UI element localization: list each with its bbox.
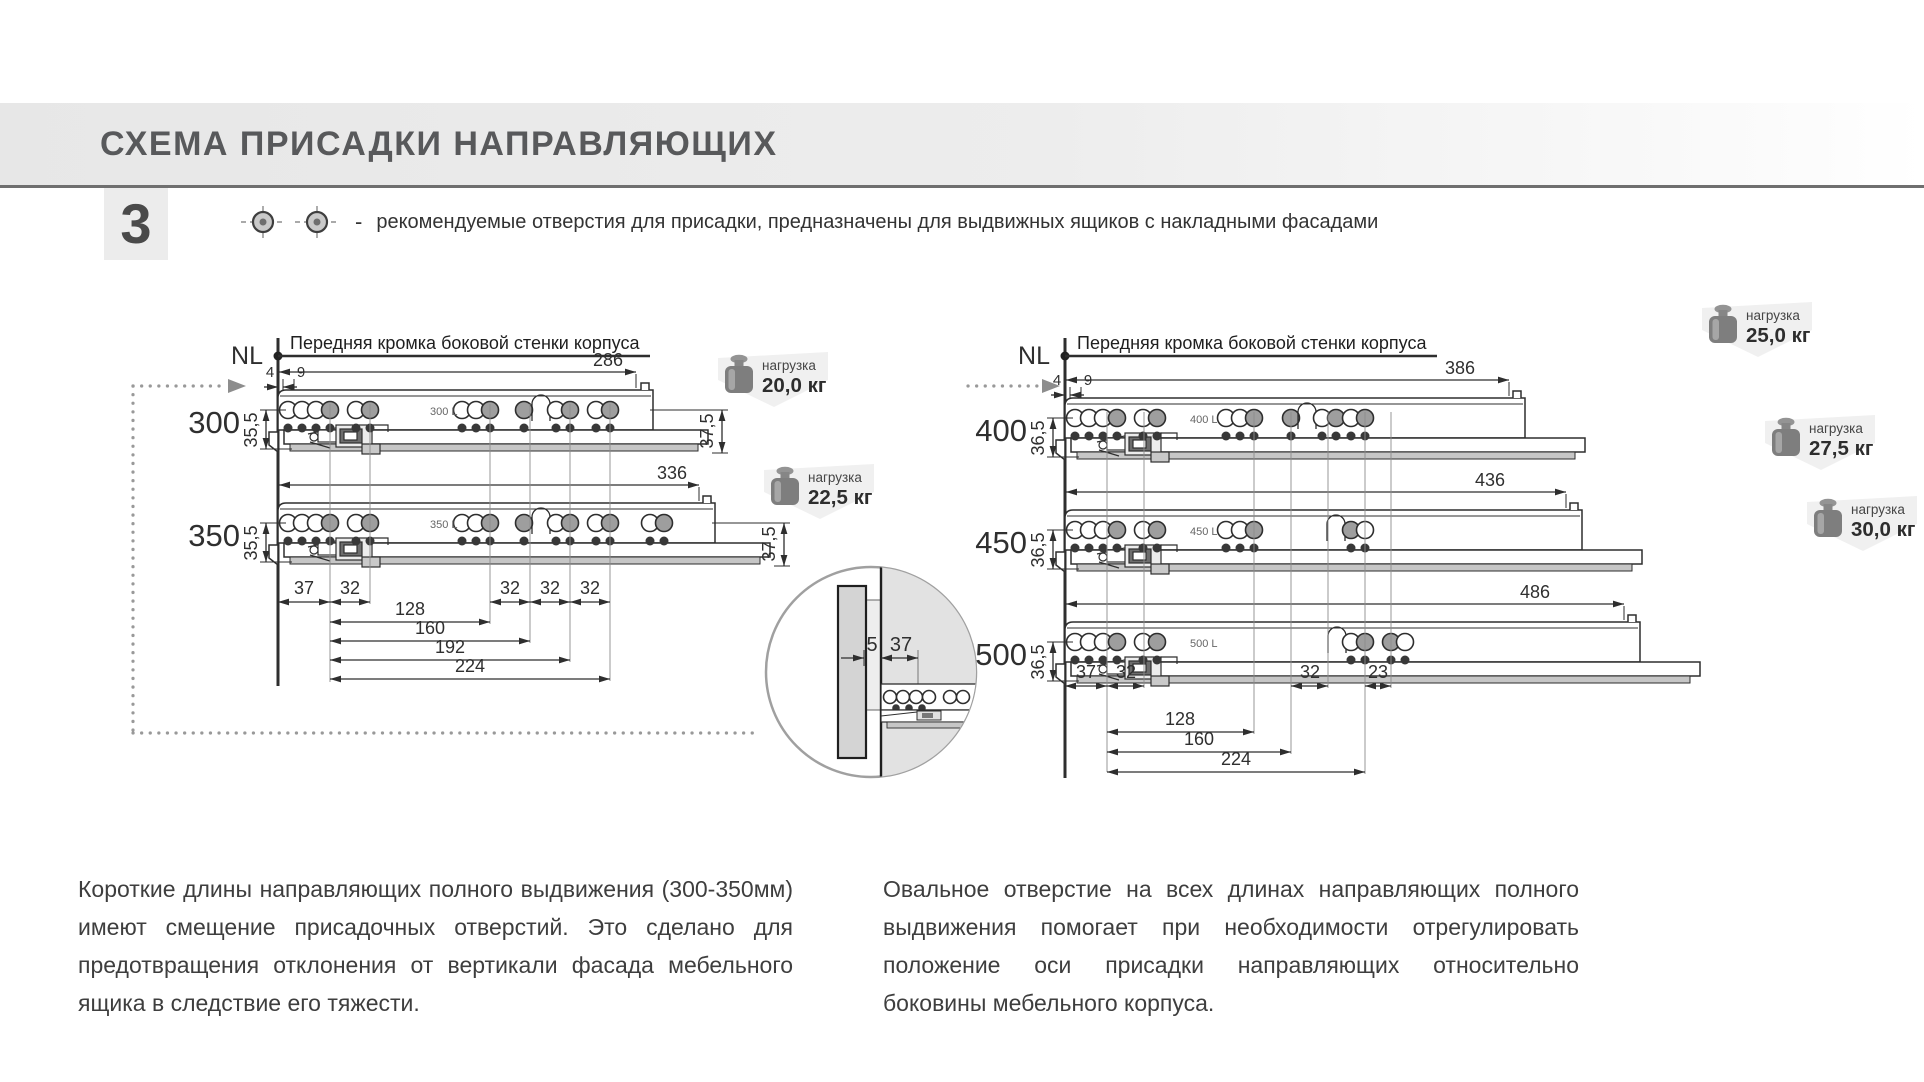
dim-386	[1066, 358, 1509, 396]
legend-dash: -	[355, 209, 363, 234]
dim-160: 160	[414, 618, 446, 638]
dim-128: 128	[1164, 709, 1196, 729]
dim-4: 4	[1052, 372, 1062, 389]
load-value: 30,0 кг	[1851, 518, 1916, 541]
load-caption: нагрузка	[1746, 308, 1800, 323]
load-caption: нагрузка	[1851, 502, 1905, 517]
nl-label: NL	[231, 342, 263, 370]
dim-4: 4	[265, 364, 275, 381]
load-value: 27,5 кг	[1809, 437, 1874, 460]
front-edge-label: Передняя кромка боковой стенки корпуса	[1077, 333, 1427, 353]
arrowhead-icon	[228, 379, 246, 393]
dim-9: 9	[1083, 372, 1093, 389]
load-caption: нагрузка	[1809, 421, 1863, 436]
row-length-label: 400	[975, 413, 1027, 448]
rail-label: 300 L	[430, 406, 458, 418]
svg-text:436: 436	[1474, 470, 1506, 490]
load-value: 20,0 кг	[762, 374, 827, 397]
dim-32: 32	[339, 578, 361, 598]
svg-text:386: 386	[1444, 358, 1476, 378]
front-edge-label: Передняя кромка боковой стенки корпуса	[290, 333, 640, 353]
dim-32: 32	[499, 578, 521, 598]
section-number-box	[104, 188, 168, 260]
left-diagram	[188, 333, 874, 686]
dim-224: 224	[1220, 749, 1252, 769]
row-length-label: 350	[188, 518, 240, 553]
rail-label: 500 L	[1190, 638, 1218, 650]
dim-436	[1066, 470, 1566, 508]
load-badge-22-5kg	[764, 464, 874, 519]
dim-37: 37	[889, 634, 913, 656]
load-caption: нагрузка	[808, 470, 862, 485]
legend	[225, 202, 1378, 242]
dim-32: 32	[579, 578, 601, 598]
load-badge-25kg	[1702, 302, 1812, 357]
dim-32: 32	[1299, 662, 1321, 682]
legend-text: рекомендуемые отверстия для присадки, предназначены для выдвижных ящиков с накладными фасадами	[376, 210, 1379, 233]
dim-486	[1066, 582, 1624, 620]
note-right: Овальное отверстие на всех длинах направляющих полного выдвижения помогает при необходимости отрегулировать положение оси присадки направляющих относительно боковины мебельного корпуса.	[883, 876, 1579, 1016]
slide-row-350	[188, 464, 874, 567]
svg-text:35,5: 35,5	[241, 525, 261, 561]
dim-32: 32	[1115, 662, 1137, 682]
svg-text:36,5: 36,5	[1028, 644, 1048, 680]
dim-224: 224	[454, 656, 486, 676]
cabinet-side-panel	[838, 586, 866, 758]
nl-label: NL	[1018, 342, 1050, 370]
dim-160: 160	[1183, 729, 1215, 749]
load-caption: нагрузка	[762, 358, 816, 373]
row-length-label: 500	[975, 637, 1027, 672]
load-value: 22,5 кг	[808, 486, 873, 509]
rail-label: 450 L	[1190, 526, 1218, 538]
load-value: 25,0 кг	[1746, 324, 1811, 347]
svg-text:336: 336	[656, 463, 688, 483]
row-length-label: 450	[975, 525, 1027, 560]
dim-37: 37	[293, 578, 315, 598]
bottom-dims	[278, 578, 610, 679]
load-badge-30kg	[1807, 496, 1917, 551]
svg-text:37,5: 37,5	[759, 526, 779, 562]
detail-callout	[766, 563, 984, 783]
svg-text:486: 486	[1519, 582, 1551, 602]
svg-text:35,5: 35,5	[241, 412, 261, 448]
dotted-leader-right	[968, 379, 1060, 393]
page-title: СХЕМА ПРИСАДКИ НАПРАВЛЯЮЩИХ	[100, 124, 778, 163]
row-length-label: 300	[188, 405, 240, 440]
note-left: Короткие длины направляющих полного выдвижения (300-350мм) имеют смещение присадочных отверстий. Это сделано для предотвращения отклонения от вертикали фасада мебельного ящика в следствие его тяжести.	[78, 876, 793, 1016]
load-badge-27-5kg	[1765, 415, 1875, 470]
rail-label: 400 L	[1190, 414, 1218, 426]
drill-hole-icon	[295, 206, 339, 238]
extension-lines	[1107, 412, 1391, 774]
dim-5: 5	[866, 634, 878, 656]
svg-text:37,5: 37,5	[697, 413, 717, 449]
svg-text:36,5: 36,5	[1028, 532, 1048, 568]
drill-hole-icon	[241, 206, 285, 238]
rail-label: 350 L	[430, 519, 458, 531]
section-number: 3	[120, 192, 152, 255]
svg-text:36,5: 36,5	[1028, 420, 1048, 456]
load-badge-20kg	[718, 352, 828, 407]
drilling-diagram	[60, 270, 1924, 800]
dim-9: 9	[296, 364, 306, 381]
dim-336	[279, 463, 699, 501]
dim-32: 32	[539, 578, 561, 598]
dim-23: 23	[1367, 662, 1389, 682]
drill-hole-icons	[225, 202, 345, 242]
dim-128: 128	[394, 599, 426, 619]
header-band	[0, 103, 1924, 188]
slide-row-400	[975, 302, 1812, 462]
dim-192: 192	[434, 637, 466, 657]
svg-text:286: 286	[592, 350, 624, 370]
slide-row-300	[188, 352, 828, 454]
right-diagram	[975, 302, 1917, 778]
dim-37: 37	[1075, 662, 1097, 682]
